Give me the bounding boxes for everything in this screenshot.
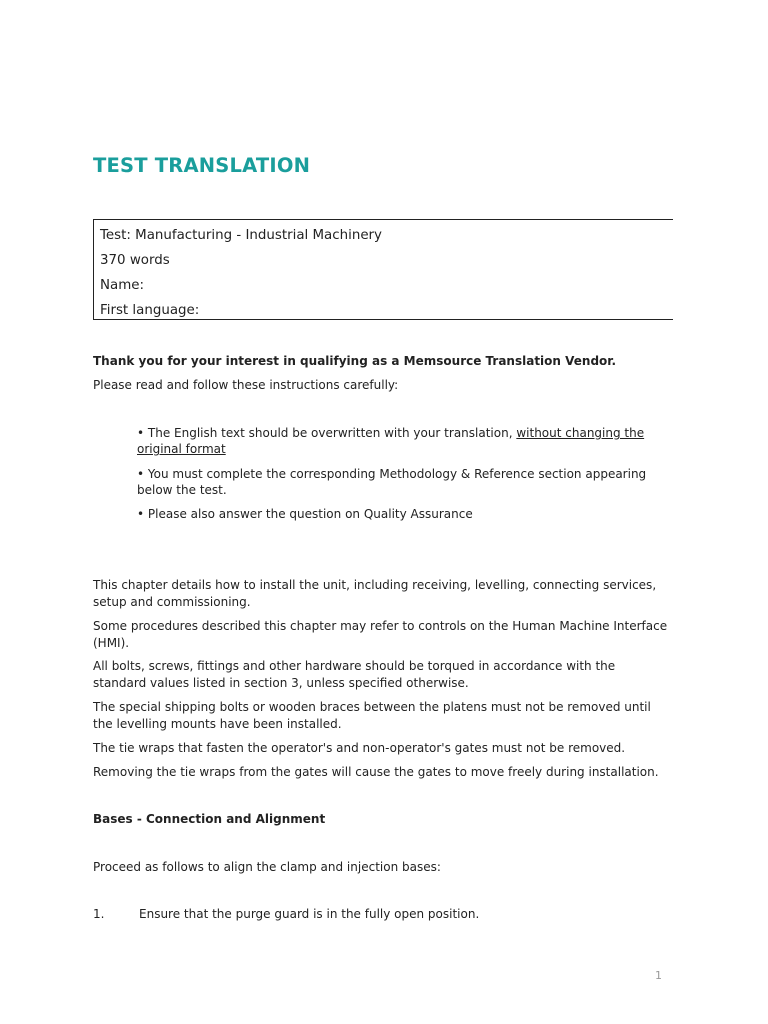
paragraph-2	[93, 618, 673, 652]
section-intro: Proceed as follows to align the clamp and injection bases:	[93, 860, 441, 874]
step-text: Ensure that the purge guard is in the fully open position.	[139, 907, 480, 921]
instructions-text: Please read and follow these instructions carefully:	[93, 378, 399, 392]
first-language-label: First language:	[100, 303, 200, 318]
paragraph-2-line-1: Some procedures described this chapter may refer to controls on the Human Machine Interface	[93, 619, 668, 633]
bullet-1-underline-2: original format	[137, 442, 226, 456]
step-number: 1.	[93, 907, 105, 921]
bullet-1	[137, 425, 667, 457]
document-title: TEST TRANSLATION	[93, 154, 311, 177]
paragraph-4	[93, 699, 673, 733]
bullet-1-text: • The English text should be overwritten with your translation,	[137, 426, 517, 440]
bullet-2-line-2: below the test.	[137, 483, 227, 497]
bullet-3: • Please also answer the question on Quality Assurance	[137, 507, 473, 521]
bullet-2	[137, 466, 667, 498]
paragraph-1-line-2: setup and commissioning.	[93, 595, 251, 609]
paragraph-2-line-2: (HMI).	[93, 636, 130, 650]
paragraph-1-line-1: This chapter details how to install the unit, including receiving, levelling, connecting services,	[93, 578, 657, 592]
bullet-1-underline-1: without changing the	[516, 426, 645, 440]
paragraph-3-line-2: standard values listed in section 3, unless specified otherwise.	[93, 676, 469, 690]
paragraph-4-line-1: The special shipping bolts or wooden braces between the platens must not be removed until	[93, 700, 651, 714]
paragraph-1	[93, 577, 673, 611]
paragraph-6: Removing the tie wraps from the gates will cause the gates to move freely during installation.	[93, 765, 659, 779]
info-box	[93, 219, 673, 320]
paragraph-3-line-1: All bolts, screws, fittings and other hardware should be torqued in accordance with the	[93, 659, 616, 673]
section-heading: Bases - Connection and Alignment	[93, 812, 326, 826]
test-subject: Test: Manufacturing - Industrial Machinery	[100, 228, 382, 243]
thanks-text: Thank you for your interest in qualifying as a Memsource Translation Vendor.	[93, 354, 617, 368]
name-label: Name:	[100, 278, 145, 293]
bullet-2-line-1: • You must complete the corresponding Methodology & Reference section appearing	[137, 467, 647, 481]
paragraph-3	[93, 658, 673, 692]
word-count: 370 words	[100, 253, 170, 268]
paragraph-5: The tie wraps that fasten the operator's and non-operator's gates must not be removed.	[93, 741, 626, 755]
page-number: 1	[655, 969, 662, 982]
paragraph-4-line-2: the levelling mounts have been installed.	[93, 717, 342, 731]
